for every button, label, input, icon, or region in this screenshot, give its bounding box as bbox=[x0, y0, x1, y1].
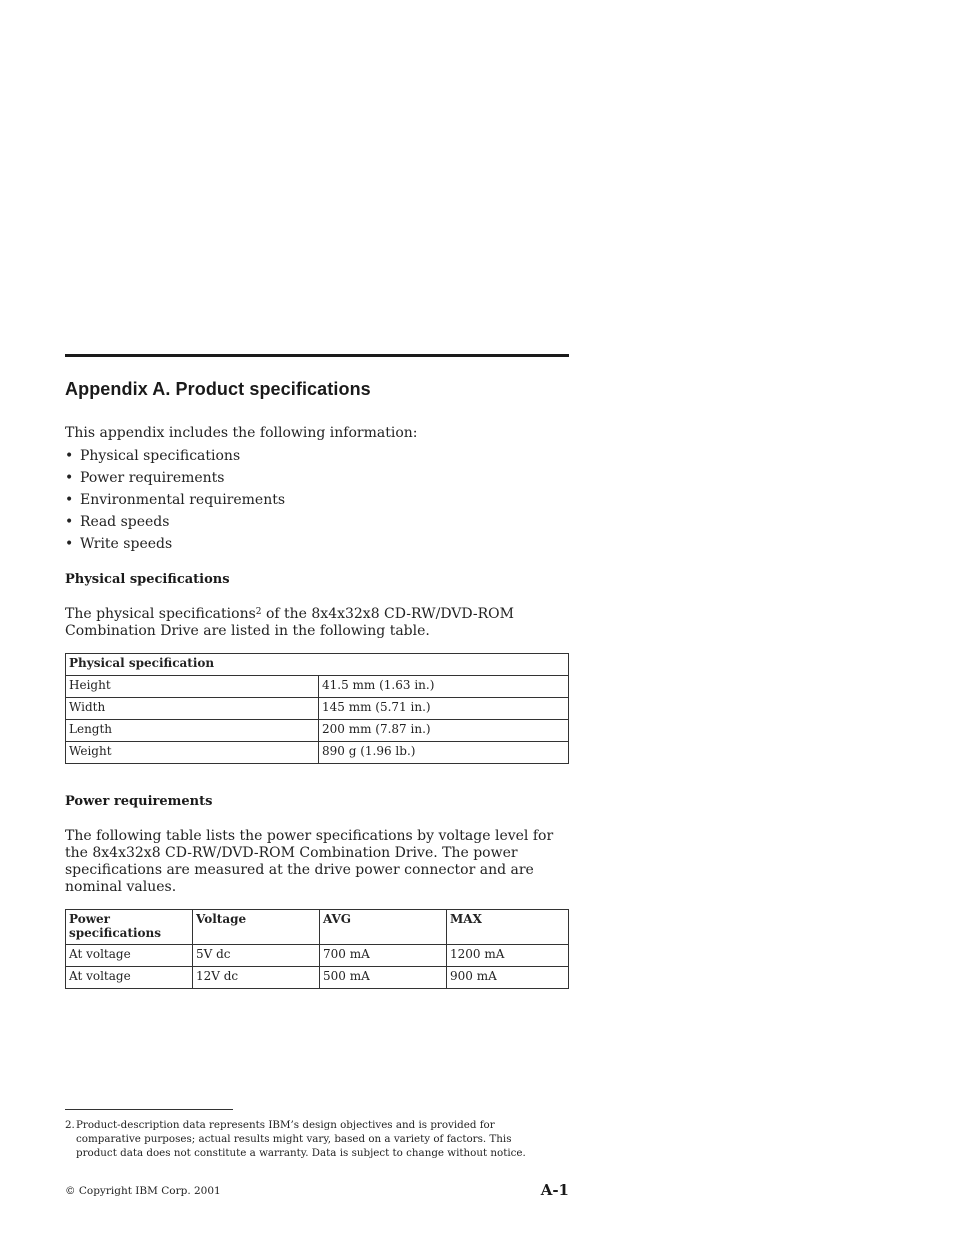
footnote-text: Product-description data represents IBM’s design objectives and is provided for comparative purposes; actual results might vary, based on a variety of factors. This product data does not constitute a warranty. Data is subject to change without notice. bbox=[76, 1119, 526, 1159]
table-header-row bbox=[66, 910, 569, 945]
table-cell: At voltage bbox=[66, 945, 193, 967]
list-item: • Write speeds bbox=[65, 536, 173, 552]
table-header: Voltage bbox=[193, 910, 320, 945]
table-row bbox=[66, 967, 569, 989]
footnote-divider bbox=[65, 1109, 233, 1110]
list-item: • Power requirements bbox=[65, 470, 225, 486]
table-row bbox=[66, 698, 569, 720]
table-cell: Length bbox=[66, 720, 319, 742]
physical-specifications-heading: Physical specifications bbox=[65, 572, 230, 587]
table-row bbox=[66, 742, 569, 764]
table-cell: 5V dc bbox=[193, 945, 320, 967]
table-header: Power specifications bbox=[66, 910, 193, 945]
table-cell: 41.5 mm (1.63 in.) bbox=[319, 676, 569, 698]
table-cell: Weight bbox=[66, 742, 319, 764]
table-header: MAX bbox=[447, 910, 569, 945]
table-cell: 900 mA bbox=[447, 967, 569, 989]
table-cell: 890 g (1.96 lb.) bbox=[319, 742, 569, 764]
table-cell: 1200 mA bbox=[447, 945, 569, 967]
table-cell: Height bbox=[66, 676, 319, 698]
intro-text: This appendix includes the following information: bbox=[65, 425, 418, 441]
page-content bbox=[65, 354, 569, 989]
list-item: • Read speeds bbox=[65, 514, 170, 530]
footnote-number: 2. bbox=[65, 1119, 75, 1131]
table-row bbox=[66, 945, 569, 967]
table-row bbox=[66, 676, 569, 698]
table-row bbox=[66, 720, 569, 742]
table-header-row bbox=[66, 654, 569, 676]
table-cell: At voltage bbox=[66, 967, 193, 989]
page-title: Appendix A. Product specifications bbox=[65, 379, 371, 399]
power-requirements-table bbox=[65, 909, 569, 989]
power-requirements-paragraph: The following table lists the power specifications by voltage level for the 8x4x32x8 CD-RW/DVD-ROM Combination Drive. The power specifications are measured at the drive power connector and are nominal values. bbox=[65, 828, 554, 895]
physical-specifications-paragraph: The physical specifications$^2$ of the 8x4x32x8 CD-RW/DVD-ROM Combination Drive are listed in the following table. bbox=[65, 606, 514, 639]
heading-rule bbox=[65, 354, 569, 357]
footnote bbox=[65, 1118, 545, 1160]
table-cell: Width bbox=[66, 698, 319, 720]
list-item: • Environmental requirements bbox=[65, 492, 286, 508]
physical-specifications-table bbox=[65, 653, 569, 764]
footnote-reference[interactable]: 2 bbox=[255, 607, 262, 617]
power-requirements-heading: Power requirements bbox=[65, 794, 213, 809]
table-header: AVG bbox=[320, 910, 447, 945]
table-cell: 145 mm (5.71 in.) bbox=[319, 698, 569, 720]
table-header: Physical specification bbox=[66, 654, 569, 676]
topic-list bbox=[65, 445, 569, 555]
page-number: A-1 bbox=[540, 1181, 569, 1199]
table-cell: 700 mA bbox=[320, 945, 447, 967]
copyright-notice: © Copyright IBM Corp. 2001 bbox=[65, 1185, 221, 1197]
table-cell: 200 mm (7.87 in.) bbox=[319, 720, 569, 742]
list-item: • Physical specifications bbox=[65, 448, 241, 464]
table-cell: 12V dc bbox=[193, 967, 320, 989]
table-cell: 500 mA bbox=[320, 967, 447, 989]
